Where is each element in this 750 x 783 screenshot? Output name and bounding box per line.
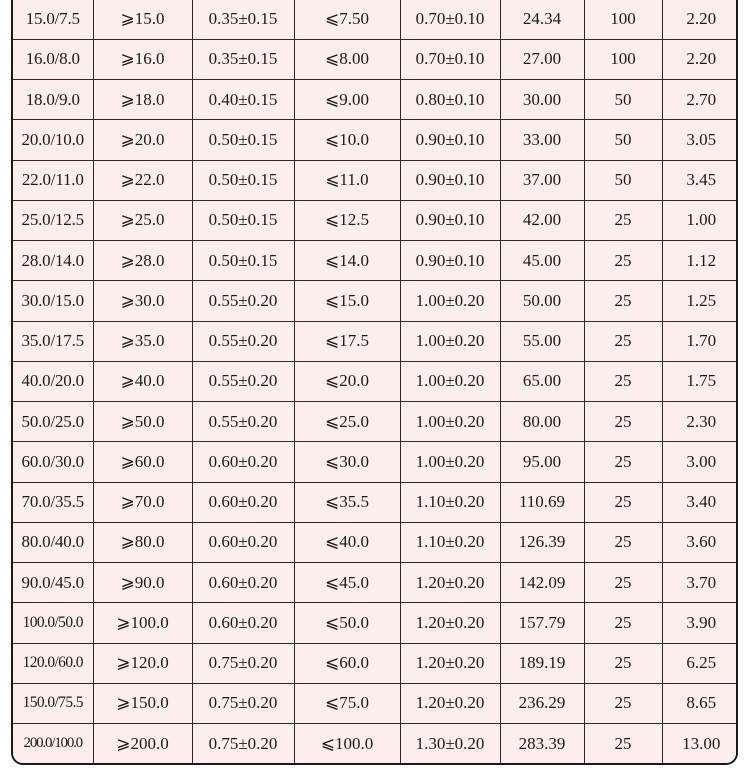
min-value-cell: ⩾40.0 (93, 361, 192, 401)
min-value-cell: ⩾25.0 (93, 200, 192, 240)
tolerance-b-cell: 1.10±0.20 (400, 482, 500, 522)
value-cell: 24.34 (500, 0, 584, 39)
max-value-cell: ⩽75.0 (294, 683, 400, 723)
size-cell: 80.0/40.0 (13, 522, 93, 562)
value-cell: 236.29 (500, 683, 584, 723)
tolerance-a-cell: 0.35±0.15 (192, 0, 294, 39)
weight-cell: 2.70 (662, 80, 738, 120)
quantity-cell: 25 (584, 724, 662, 763)
weight-cell: 1.00 (662, 200, 738, 240)
min-value-cell: ⩾100.0 (93, 603, 192, 643)
quantity-cell: 25 (584, 482, 662, 522)
size-cell: 70.0/35.5 (13, 482, 93, 522)
max-value-cell: ⩽35.5 (294, 482, 400, 522)
tolerance-a-cell: 0.60±0.20 (192, 563, 294, 603)
tolerance-a-cell: 0.55±0.20 (192, 281, 294, 321)
min-value-cell: ⩾50.0 (93, 402, 192, 442)
tolerance-a-cell: 0.55±0.20 (192, 321, 294, 361)
weight-cell: 1.12 (662, 241, 738, 281)
max-value-cell: ⩽7.50 (294, 0, 400, 39)
size-cell: 60.0/30.0 (13, 442, 93, 482)
tolerance-b-cell: 1.10±0.20 (400, 522, 500, 562)
tolerance-b-cell: 1.30±0.20 (400, 724, 500, 763)
size-cell: 20.0/10.0 (13, 120, 93, 160)
table-row (13, 39, 738, 79)
quantity-cell: 25 (584, 241, 662, 281)
min-value-cell: ⩾28.0 (93, 241, 192, 281)
tolerance-b-cell: 0.90±0.10 (400, 200, 500, 240)
tolerance-a-cell: 0.60±0.20 (192, 603, 294, 643)
min-value-cell: ⩾60.0 (93, 442, 192, 482)
quantity-cell: 25 (584, 281, 662, 321)
weight-cell: 8.65 (662, 683, 738, 723)
size-cell: 150.0/75.5 (13, 683, 93, 723)
max-value-cell: ⩽8.00 (294, 39, 400, 79)
tolerance-b-cell: 0.70±0.10 (400, 39, 500, 79)
max-value-cell: ⩽17.5 (294, 321, 400, 361)
tolerance-b-cell: 0.80±0.10 (400, 80, 500, 120)
value-cell: 45.00 (500, 241, 584, 281)
weight-cell: 3.45 (662, 160, 738, 200)
max-value-cell: ⩽25.0 (294, 402, 400, 442)
quantity-cell: 25 (584, 442, 662, 482)
tolerance-a-cell: 0.50±0.15 (192, 200, 294, 240)
tolerance-a-cell: 0.35±0.15 (192, 39, 294, 79)
tolerance-b-cell: 0.90±0.10 (400, 241, 500, 281)
max-value-cell: ⩽10.0 (294, 120, 400, 160)
table-row (13, 482, 738, 522)
table-row (13, 160, 738, 200)
quantity-cell: 25 (584, 563, 662, 603)
tolerance-a-cell: 0.75±0.20 (192, 683, 294, 723)
weight-cell: 6.25 (662, 643, 738, 683)
quantity-cell: 50 (584, 160, 662, 200)
size-cell: 40.0/20.0 (13, 361, 93, 401)
value-cell: 50.00 (500, 281, 584, 321)
weight-cell: 13.00 (662, 724, 738, 763)
size-cell: 25.0/12.5 (13, 200, 93, 240)
size-cell: 100.0/50.0 (13, 603, 93, 643)
min-value-cell: ⩾90.0 (93, 563, 192, 603)
table-row (13, 241, 738, 281)
tolerance-a-cell: 0.50±0.15 (192, 160, 294, 200)
size-cell: 35.0/17.5 (13, 321, 93, 361)
table-row (13, 522, 738, 562)
value-cell: 110.69 (500, 482, 584, 522)
weight-cell: 3.90 (662, 603, 738, 643)
tolerance-a-cell: 0.75±0.20 (192, 643, 294, 683)
tolerance-a-cell: 0.55±0.20 (192, 402, 294, 442)
quantity-cell: 100 (584, 39, 662, 79)
size-cell: 22.0/11.0 (13, 160, 93, 200)
quantity-cell: 25 (584, 321, 662, 361)
max-value-cell: ⩽45.0 (294, 563, 400, 603)
weight-cell: 3.60 (662, 522, 738, 562)
tolerance-b-cell: 1.20±0.20 (400, 683, 500, 723)
size-cell: 50.0/25.0 (13, 402, 93, 442)
tolerance-a-cell: 0.50±0.15 (192, 241, 294, 281)
value-cell: 27.00 (500, 39, 584, 79)
min-value-cell: ⩾200.0 (93, 724, 192, 763)
tolerance-a-cell: 0.40±0.15 (192, 80, 294, 120)
table-row (13, 603, 738, 643)
tolerance-a-cell: 0.55±0.20 (192, 361, 294, 401)
table-row (13, 200, 738, 240)
max-value-cell: ⩽40.0 (294, 522, 400, 562)
tolerance-b-cell: 1.00±0.20 (400, 281, 500, 321)
value-cell: 189.19 (500, 643, 584, 683)
quantity-cell: 50 (584, 120, 662, 160)
table-row (13, 120, 738, 160)
value-cell: 157.79 (500, 603, 584, 643)
table-row (13, 724, 738, 763)
value-cell: 42.00 (500, 200, 584, 240)
tolerance-b-cell: 1.00±0.20 (400, 321, 500, 361)
min-value-cell: ⩾22.0 (93, 160, 192, 200)
weight-cell: 1.70 (662, 321, 738, 361)
size-cell: 15.0/7.5 (13, 0, 93, 39)
tolerance-b-cell: 0.90±0.10 (400, 120, 500, 160)
value-cell: 283.39 (500, 724, 584, 763)
min-value-cell: ⩾18.0 (93, 80, 192, 120)
table-row (13, 683, 738, 723)
weight-cell: 3.40 (662, 482, 738, 522)
max-value-cell: ⩽9.00 (294, 80, 400, 120)
weight-cell: 2.20 (662, 0, 738, 39)
max-value-cell: ⩽50.0 (294, 603, 400, 643)
max-value-cell: ⩽100.0 (294, 724, 400, 763)
tolerance-a-cell: 0.50±0.15 (192, 120, 294, 160)
table-row (13, 643, 738, 683)
weight-cell: 3.00 (662, 442, 738, 482)
quantity-cell: 25 (584, 643, 662, 683)
tolerance-b-cell: 0.70±0.10 (400, 0, 500, 39)
value-cell: 55.00 (500, 321, 584, 361)
tolerance-b-cell: 0.90±0.10 (400, 160, 500, 200)
tolerance-a-cell: 0.60±0.20 (192, 482, 294, 522)
size-cell: 18.0/9.0 (13, 80, 93, 120)
min-value-cell: ⩾150.0 (93, 683, 192, 723)
size-cell: 200.0/100.0 (13, 724, 93, 763)
max-value-cell: ⩽11.0 (294, 160, 400, 200)
quantity-cell: 25 (584, 402, 662, 442)
min-value-cell: ⩾30.0 (93, 281, 192, 321)
max-value-cell: ⩽20.0 (294, 361, 400, 401)
weight-cell: 1.75 (662, 361, 738, 401)
tolerance-a-cell: 0.75±0.20 (192, 724, 294, 763)
value-cell: 30.00 (500, 80, 584, 120)
value-cell: 37.00 (500, 160, 584, 200)
max-value-cell: ⩽15.0 (294, 281, 400, 321)
tolerance-b-cell: 1.20±0.20 (400, 643, 500, 683)
table-body (13, 0, 738, 763)
quantity-cell: 25 (584, 683, 662, 723)
weight-cell: 2.20 (662, 39, 738, 79)
size-cell: 28.0/14.0 (13, 241, 93, 281)
weight-cell: 3.70 (662, 563, 738, 603)
min-value-cell: ⩾35.0 (93, 321, 192, 361)
min-value-cell: ⩾120.0 (93, 643, 192, 683)
tolerance-b-cell: 1.20±0.20 (400, 563, 500, 603)
min-value-cell: ⩾80.0 (93, 522, 192, 562)
value-cell: 33.00 (500, 120, 584, 160)
min-value-cell: ⩾70.0 (93, 482, 192, 522)
max-value-cell: ⩽14.0 (294, 241, 400, 281)
table-row (13, 402, 738, 442)
table-row (13, 80, 738, 120)
min-value-cell: ⩾20.0 (93, 120, 192, 160)
weight-cell: 3.05 (662, 120, 738, 160)
tolerance-a-cell: 0.60±0.20 (192, 442, 294, 482)
max-value-cell: ⩽60.0 (294, 643, 400, 683)
quantity-cell: 25 (584, 522, 662, 562)
tolerance-b-cell: 1.00±0.20 (400, 361, 500, 401)
weight-cell: 1.25 (662, 281, 738, 321)
weight-cell: 2.30 (662, 402, 738, 442)
quantity-cell: 25 (584, 603, 662, 643)
min-value-cell: ⩾16.0 (93, 39, 192, 79)
quantity-cell: 25 (584, 200, 662, 240)
tolerance-b-cell: 1.00±0.20 (400, 402, 500, 442)
table-row (13, 0, 738, 39)
size-cell: 16.0/8.0 (13, 39, 93, 79)
spec-table-container (11, 0, 738, 765)
size-cell: 30.0/15.0 (13, 281, 93, 321)
tolerance-a-cell: 0.60±0.20 (192, 522, 294, 562)
quantity-cell: 25 (584, 361, 662, 401)
value-cell: 142.09 (500, 563, 584, 603)
size-cell: 120.0/60.0 (13, 643, 93, 683)
table-row (13, 563, 738, 603)
value-cell: 80.00 (500, 402, 584, 442)
value-cell: 65.00 (500, 361, 584, 401)
max-value-cell: ⩽12.5 (294, 200, 400, 240)
table-row (13, 281, 738, 321)
table-row (13, 442, 738, 482)
max-value-cell: ⩽30.0 (294, 442, 400, 482)
table-row (13, 361, 738, 401)
quantity-cell: 100 (584, 0, 662, 39)
size-cell: 90.0/45.0 (13, 563, 93, 603)
value-cell: 126.39 (500, 522, 584, 562)
table-row (13, 321, 738, 361)
tolerance-b-cell: 1.20±0.20 (400, 603, 500, 643)
min-value-cell: ⩾15.0 (93, 0, 192, 39)
spec-table (13, 0, 738, 763)
tolerance-b-cell: 1.00±0.20 (400, 442, 500, 482)
value-cell: 95.00 (500, 442, 584, 482)
quantity-cell: 50 (584, 80, 662, 120)
